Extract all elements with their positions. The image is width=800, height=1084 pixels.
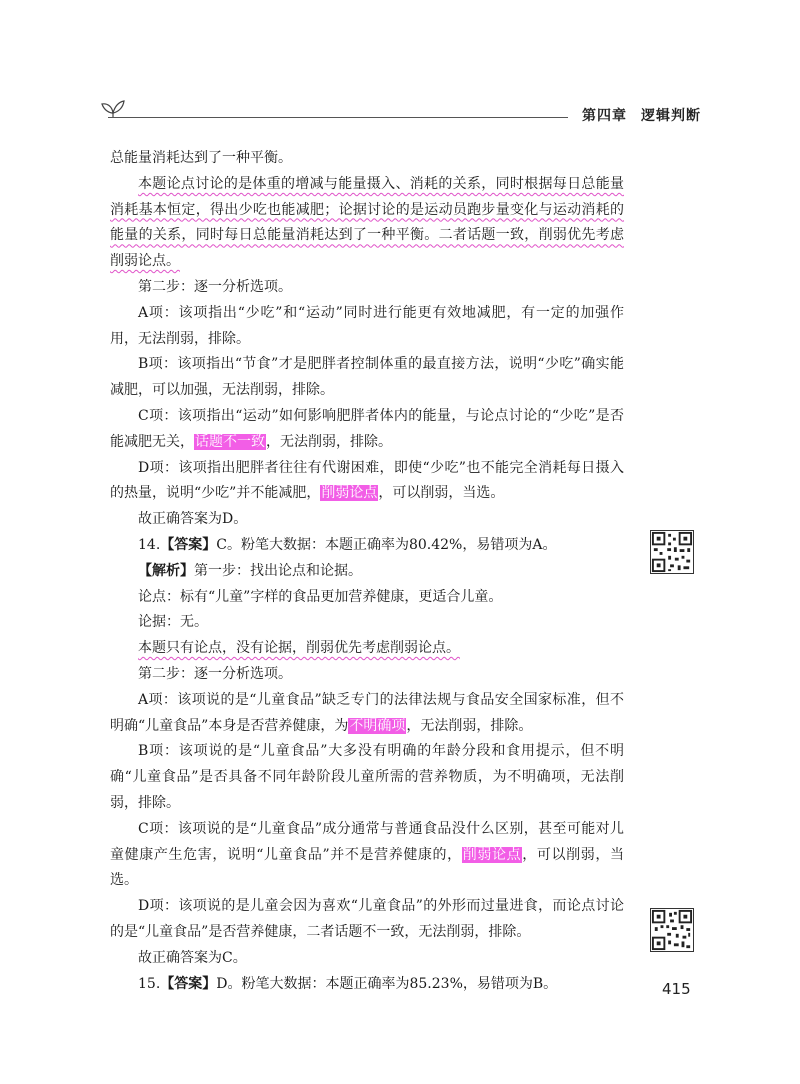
paragraph bbox=[110, 172, 624, 275]
paragraph: 故正确答案为D。 bbox=[138, 511, 248, 528]
highlight: 话题不一致 bbox=[195, 433, 265, 450]
qr-code-icon[interactable] bbox=[650, 530, 694, 574]
paragraph: C项：该项说的是“儿童食品”成分通常与普通食品没什么区别，甚至可能对儿童健康产生危害，说明“儿童食品”并不是营养健康的，削弱论点，可以削弱，当选。 bbox=[110, 820, 624, 889]
analysis-label: 【解析】 bbox=[138, 562, 194, 579]
chapter-title: 逻辑判断 bbox=[641, 108, 701, 124]
header-rule bbox=[108, 117, 568, 118]
answer-label: 【答案】 bbox=[160, 975, 217, 992]
paragraph: 总能量消耗达到了一种平衡。 bbox=[110, 150, 292, 166]
paragraph: 第二步：逐一分析选项。 bbox=[138, 665, 292, 682]
page-content bbox=[110, 146, 624, 997]
paragraph: 第二步：逐一分析选项。 bbox=[138, 278, 292, 295]
paragraph bbox=[110, 636, 624, 662]
leaf-icon bbox=[100, 93, 126, 119]
answer-label: 【答案】 bbox=[160, 536, 217, 553]
paragraph: C项：该项指出“运动”如何影响肥胖者体内的能量，与论点讨论的“少吃”是否能减肥无关，话题不一致，无法削弱，排除。 bbox=[110, 407, 624, 450]
paragraph: A项：该项说的是“儿童食品”缺乏专门的法律法规与食品安全国家标准，但不明确“儿童食品”本身是否营养健康，为不明确项，无法削弱，排除。 bbox=[110, 691, 624, 734]
wavy-underlined-text: 本题论点讨论的是体重的增减与能量摄入、消耗的关系，同时根据每日总能量消耗基本恒定，得出少吃也能减肥；论据讨论的是运动员跑步量变化与运动消耗的能量的关系，同时每日总能量消耗达到了一种平衡。二者话题一致，削弱优先考虑削弱论点。 bbox=[110, 175, 624, 270]
paragraph: 故正确答案为C。 bbox=[138, 949, 247, 966]
highlight: 削弱论点 bbox=[321, 485, 378, 502]
paragraph: D项：该项指出肥胖者往往有代谢困难，即使“少吃”也不能完全消耗每日摄入的热量，说明“少吃”并不能减肥，削弱论点，可以削弱，当选。 bbox=[110, 459, 624, 502]
highlight: 不明确项 bbox=[349, 717, 406, 734]
paragraph: D项：该项说的是儿童会因为喜欢“儿童食品”的外形而过量进食，而论点讨论的是“儿童食品”是否营养健康，二者话题不一致，无法削弱，排除。 bbox=[110, 898, 624, 940]
question-15-answer: 15.【答案】D。粉笔大数据：本题正确率为85.23%，易错项为B。 bbox=[138, 975, 558, 992]
qr-code-icon[interactable] bbox=[650, 908, 694, 952]
paragraph: B项：该项说的是“儿童食品”大多没有明确的年龄分段和食用提示，但不明确“儿童食品”是否具备不同年龄阶段儿童所需的营养物质，为不明确项，无法削弱，排除。 bbox=[110, 743, 624, 811]
paragraph: 【解析】第一步：找出论点和论据。 bbox=[138, 562, 362, 579]
page-number: 415 bbox=[662, 980, 691, 998]
question-14-answer: 14.【答案】C。粉笔大数据：本题正确率为80.42%，易错项为A。 bbox=[138, 536, 557, 553]
highlight: 削弱论点 bbox=[462, 846, 522, 863]
paragraph: 论据：无。 bbox=[138, 614, 208, 631]
paragraph: B项：该项指出“节食”才是肥胖者控制体重的最直接方法，说明“少吃”确实能减肥，可以加强，无法削弱，排除。 bbox=[110, 356, 624, 399]
paragraph: A项：该项指出“少吃”和“运动”同时进行能更有效地减肥，有一定的加强作用，无法削弱，排除。 bbox=[110, 304, 624, 347]
chapter-header bbox=[582, 105, 701, 125]
chapter-number: 第四章 bbox=[582, 108, 627, 124]
paragraph: 论点：标有“儿童”字样的食品更加营养健康，更适合儿童。 bbox=[138, 588, 503, 605]
wavy-underlined-text: 本题只有论点，没有论据，削弱优先考虑削弱论点。 bbox=[138, 640, 460, 657]
